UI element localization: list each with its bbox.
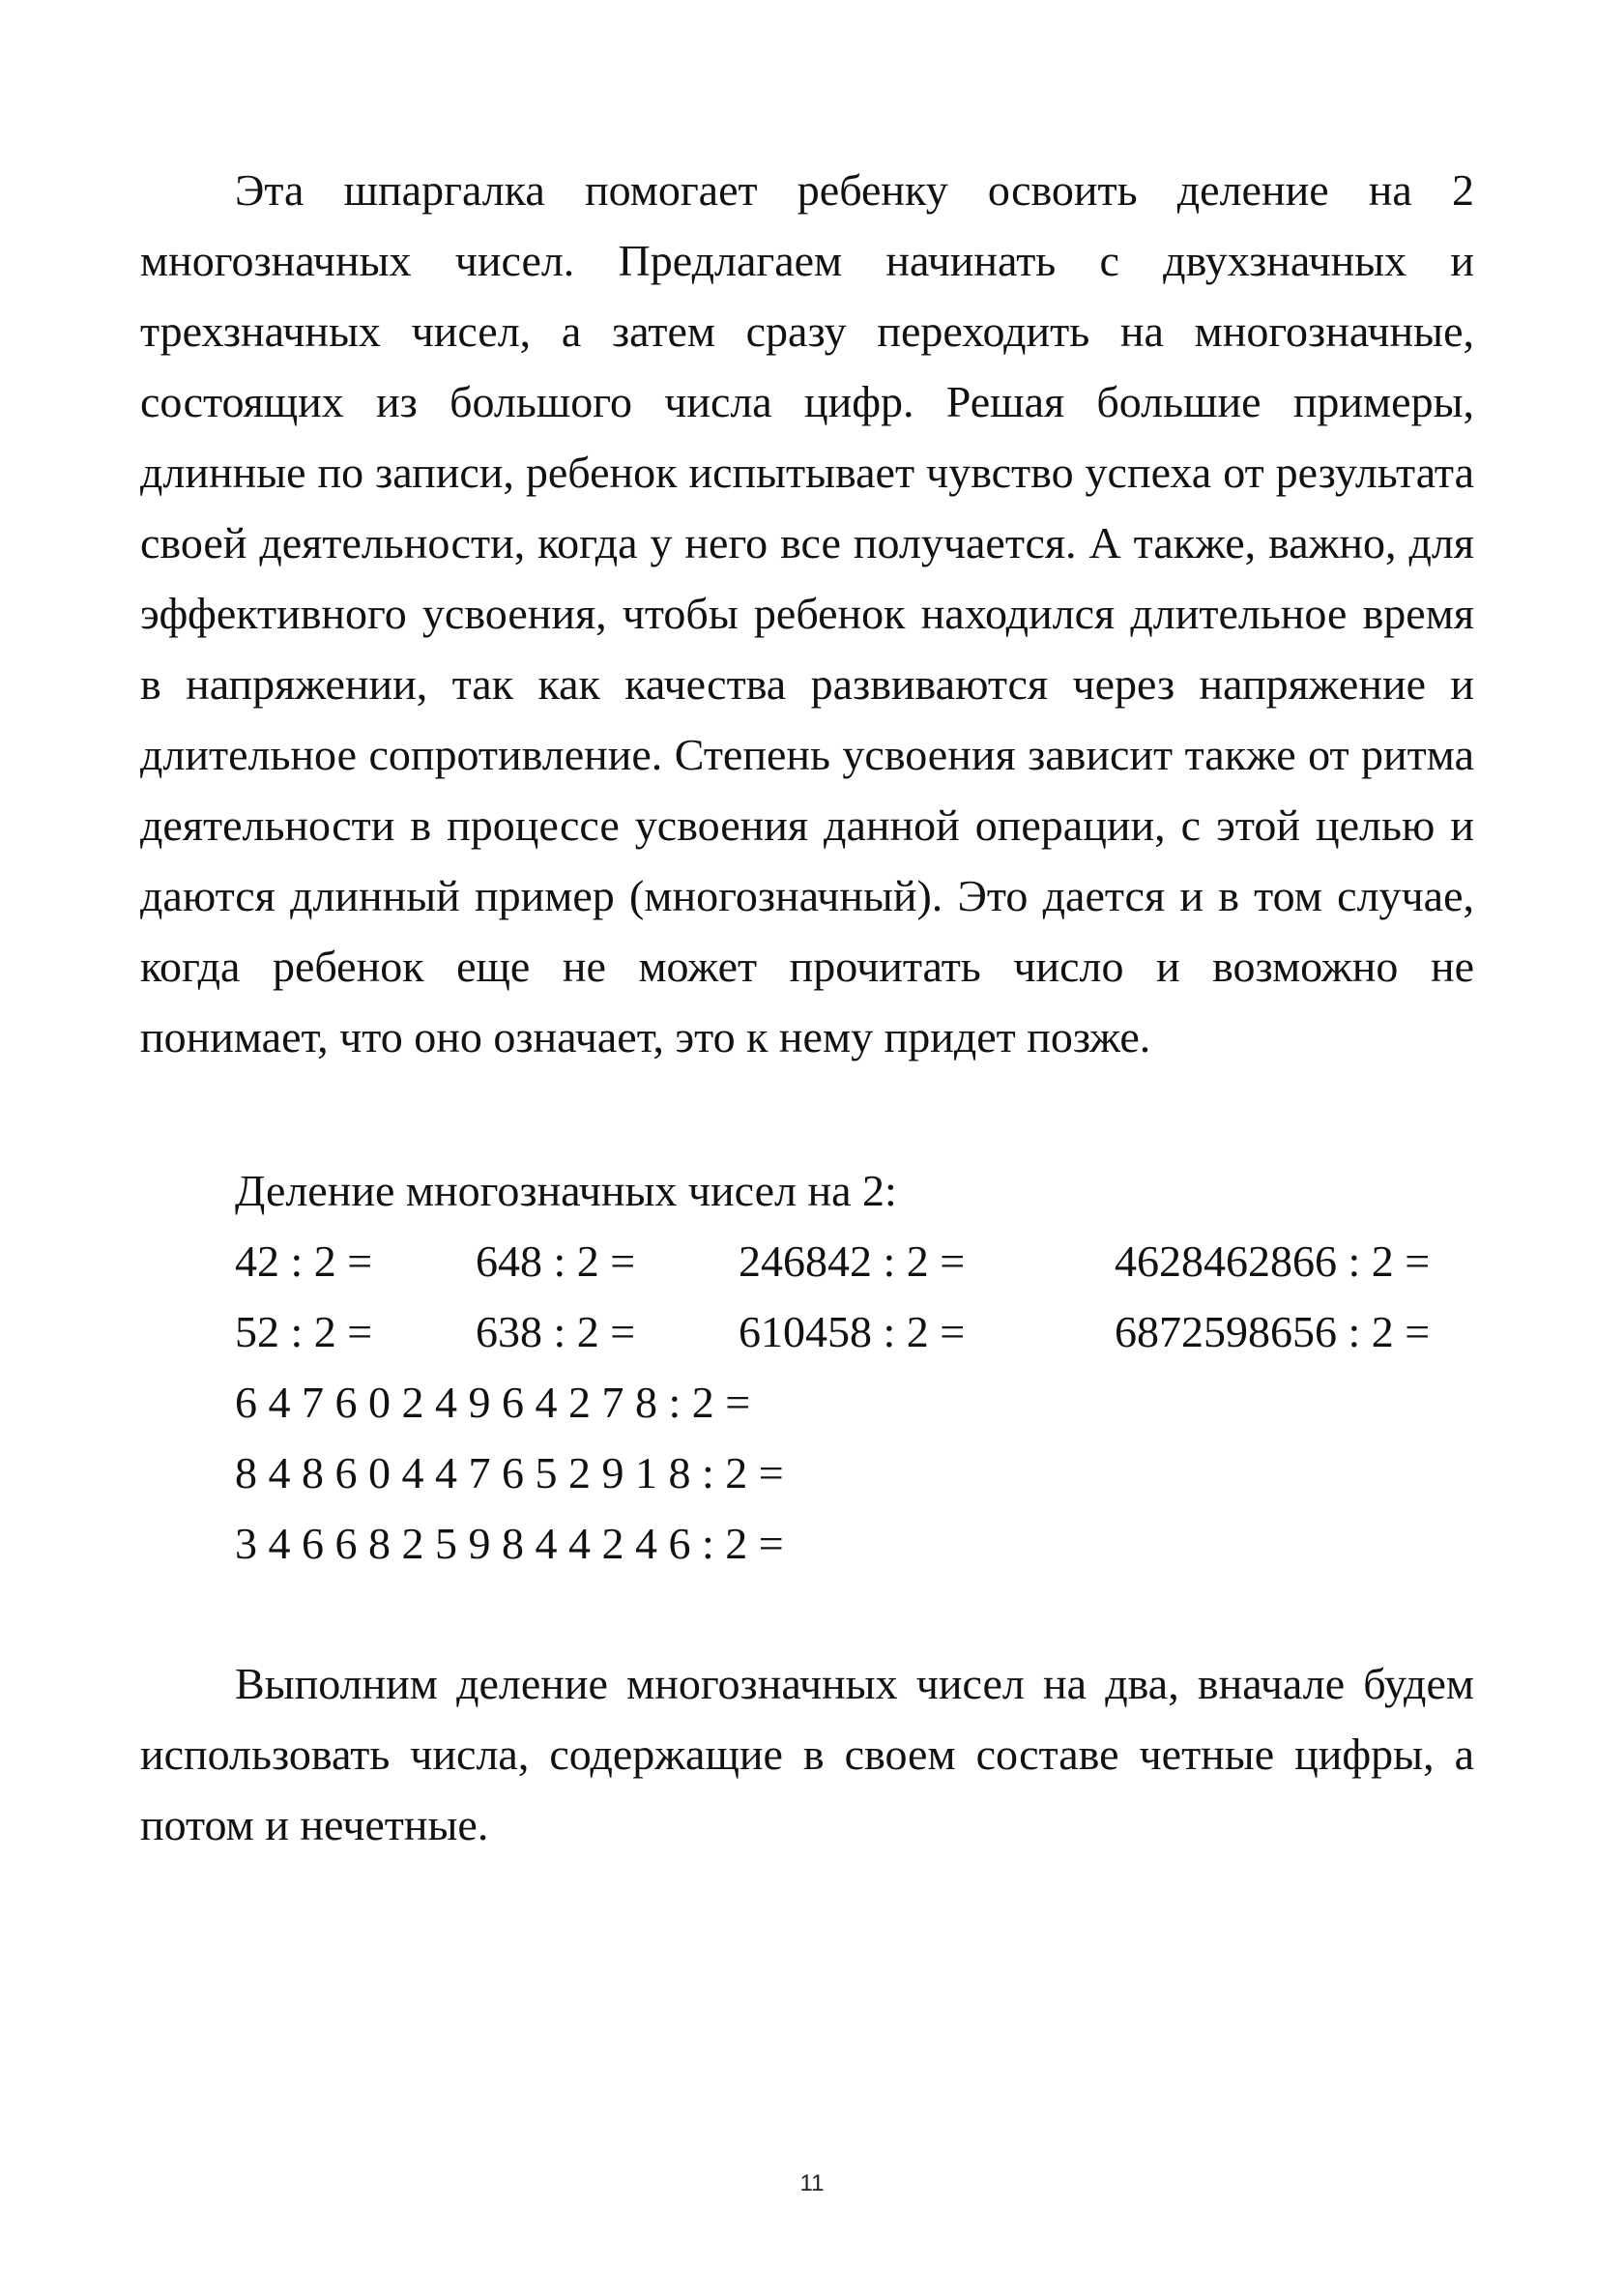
- long-example-line: 6 4 7 6 0 2 4 9 6 4 2 7 8 : 2 =: [235, 1378, 751, 1427]
- example-item: 42 : 2 =: [235, 1236, 373, 1286]
- example-item: 610458 : 2 =: [739, 1307, 966, 1356]
- examples-heading: Деление многозначных чисел на 2:: [235, 1166, 897, 1215]
- outro-paragraph: Выполним деление многозначных чисел на два, вначале будем использовать числа, содержащие в своем составе четные цифры, а потом и нечетные.: [140, 1659, 1474, 1849]
- example-item: 648 : 2 =: [476, 1236, 636, 1286]
- page-number: 11: [799, 2170, 825, 2196]
- long-example-line: 8 4 8 6 0 4 4 7 6 5 2 9 1 8 : 2 =: [235, 1448, 784, 1497]
- outro-section: [140, 1648, 1474, 1860]
- examples-section: [140, 1155, 1474, 1579]
- example-row: [140, 1226, 1474, 1296]
- long-example-line: 3 4 6 6 8 2 5 9 8 4 4 2 4 6 : 2 =: [235, 1519, 784, 1568]
- example-item: 52 : 2 =: [235, 1307, 373, 1356]
- example-item: 6872598656 : 2 =: [1115, 1307, 1431, 1356]
- example-item: 4628462866 : 2 =: [1115, 1236, 1431, 1286]
- example-item: 246842 : 2 =: [739, 1236, 966, 1286]
- example-item: 638 : 2 =: [476, 1307, 636, 1356]
- intro-section: [140, 155, 1474, 1072]
- example-row: [140, 1296, 1474, 1367]
- intro-paragraph: Эта шпаргалка помогает ребенку освоить деление на 2 многозначных чисел. Предлагаем начинать с двухзначных и трехзначных чисел, а затем сразу переходить на многозначные, состоящих из большого числа цифр. Решая большие примеры, длинные по записи, ребенок испытывает чувство успеха от результата своей деятельности, когда у него все получается. А также, важно, для эффективного усвоения, чтобы ребенок находился длительное время в напряжении, так как качества развиваются через напряжение и длительное сопротивление. Степень усвоения зависит также от ритма деятельности в процессе усвоения данной операции, с этой целью и даются длинный пример (многозначный). Это дается и в том случае, когда ребенок еще не может прочитать число и возможно не понимает, что оно означает, это к нему придет позже.: [140, 165, 1474, 1061]
